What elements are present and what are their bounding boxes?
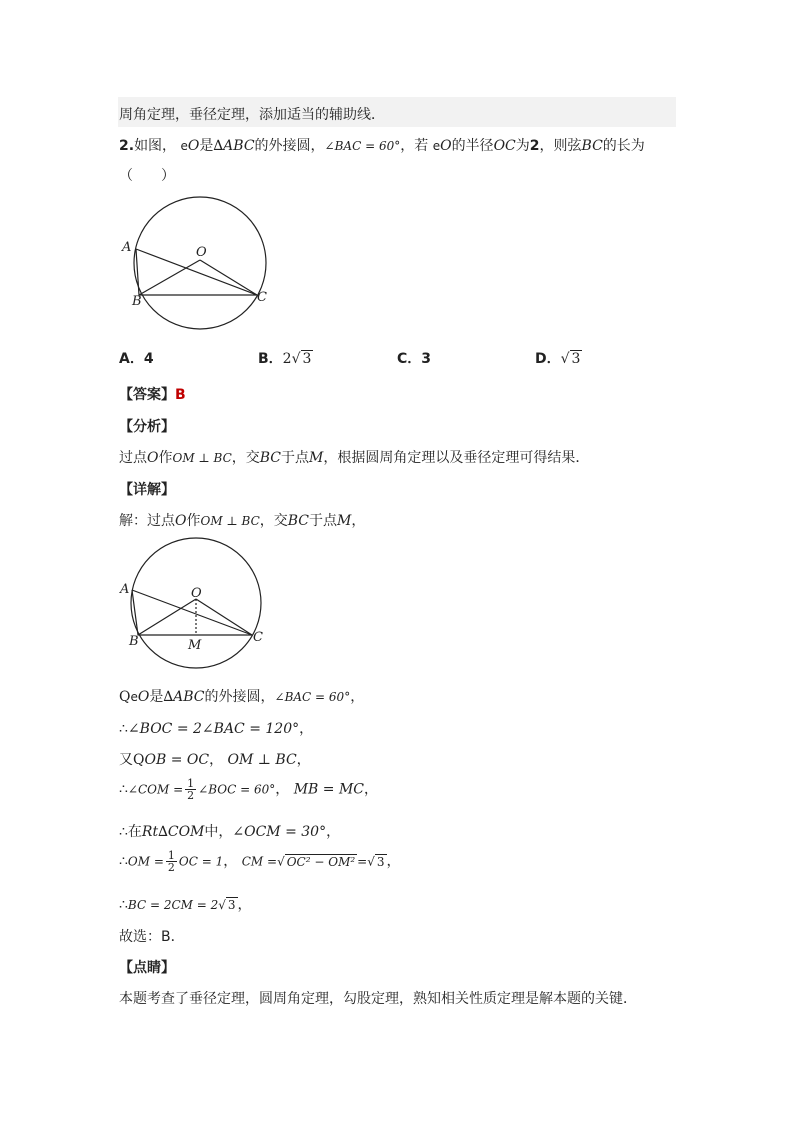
choose-line: 故选：B． bbox=[119, 929, 185, 945]
circle-o bbox=[134, 197, 266, 329]
figure-circle-2 bbox=[110, 535, 280, 680]
comment-heading: 【点睛】 bbox=[119, 960, 175, 976]
label-a-2: A bbox=[120, 582, 130, 597]
detail-heading: 【详解】 bbox=[119, 482, 175, 498]
label-m-2: M bbox=[188, 638, 202, 653]
step-1: QeO是∆ABC的外接圆，∠BAC = 60°， bbox=[119, 689, 365, 705]
question-text: 2.如图， eO是∆ABC的外接圆，∠BAC = 60°，若 eO的半径OC为2，则弦BC的长为 bbox=[119, 138, 645, 154]
option-b: B．2√ 3 bbox=[258, 351, 312, 367]
analysis-text: 过点O作OM ⊥ BC，交BC于点M，根据圆周角定理以及垂径定理可得结果． bbox=[119, 450, 590, 466]
step-4: ∴∠COM = $\frac{1}{2}$ ∠BOC = 60°， MB = MC， bbox=[119, 777, 378, 802]
step-5: ∴在Rt∆COM中，∠OCM = 30°， bbox=[119, 824, 341, 840]
label-c-2: C bbox=[253, 630, 263, 645]
segment-ob bbox=[139, 260, 200, 295]
step-7: ∴BC = 2CM = 2√ 3 ， bbox=[119, 897, 252, 913]
step-6: ∴OM = $\frac{1}{2}$ OC = 1， CM =√ OC² − OM² =√ 3 ， bbox=[119, 849, 401, 874]
step-2: ∴∠BOC = 2∠BAC = 120°， bbox=[119, 721, 314, 737]
intro-line: 周角定理，垂径定理，添加适当的辅助线． bbox=[119, 107, 385, 123]
label-b-2: B bbox=[129, 634, 139, 649]
segment-oc bbox=[200, 260, 257, 295]
answer-value: B bbox=[175, 387, 186, 403]
label-o: O bbox=[196, 245, 207, 260]
question-number: 2. bbox=[119, 138, 135, 154]
option-c: C．3 bbox=[397, 351, 432, 367]
segment-ob-2 bbox=[138, 599, 196, 635]
step-3: 又QOB = OC， OM ⊥ BC， bbox=[119, 752, 311, 768]
label-c: C bbox=[257, 290, 267, 305]
label-b: B bbox=[132, 294, 142, 309]
answer-line: 【答案】B bbox=[119, 387, 186, 403]
option-a: A．4 bbox=[119, 351, 154, 367]
circle-symbol: e bbox=[180, 139, 188, 153]
label-a: A bbox=[122, 240, 132, 255]
question-paren: （ ） bbox=[119, 168, 175, 184]
comment-text: 本题考查了垂径定理，圆周角定理，勾股定理，熟知相关性质定理是解本题的关键． bbox=[119, 991, 637, 1007]
option-d: D．√ 3 bbox=[535, 351, 581, 367]
label-o-2: O bbox=[191, 586, 202, 601]
detail-text: 解：过点O作OM ⊥ BC，交BC于点M， bbox=[119, 513, 366, 529]
analysis-heading: 【分析】 bbox=[119, 419, 175, 435]
figure-circle-1 bbox=[110, 190, 280, 335]
